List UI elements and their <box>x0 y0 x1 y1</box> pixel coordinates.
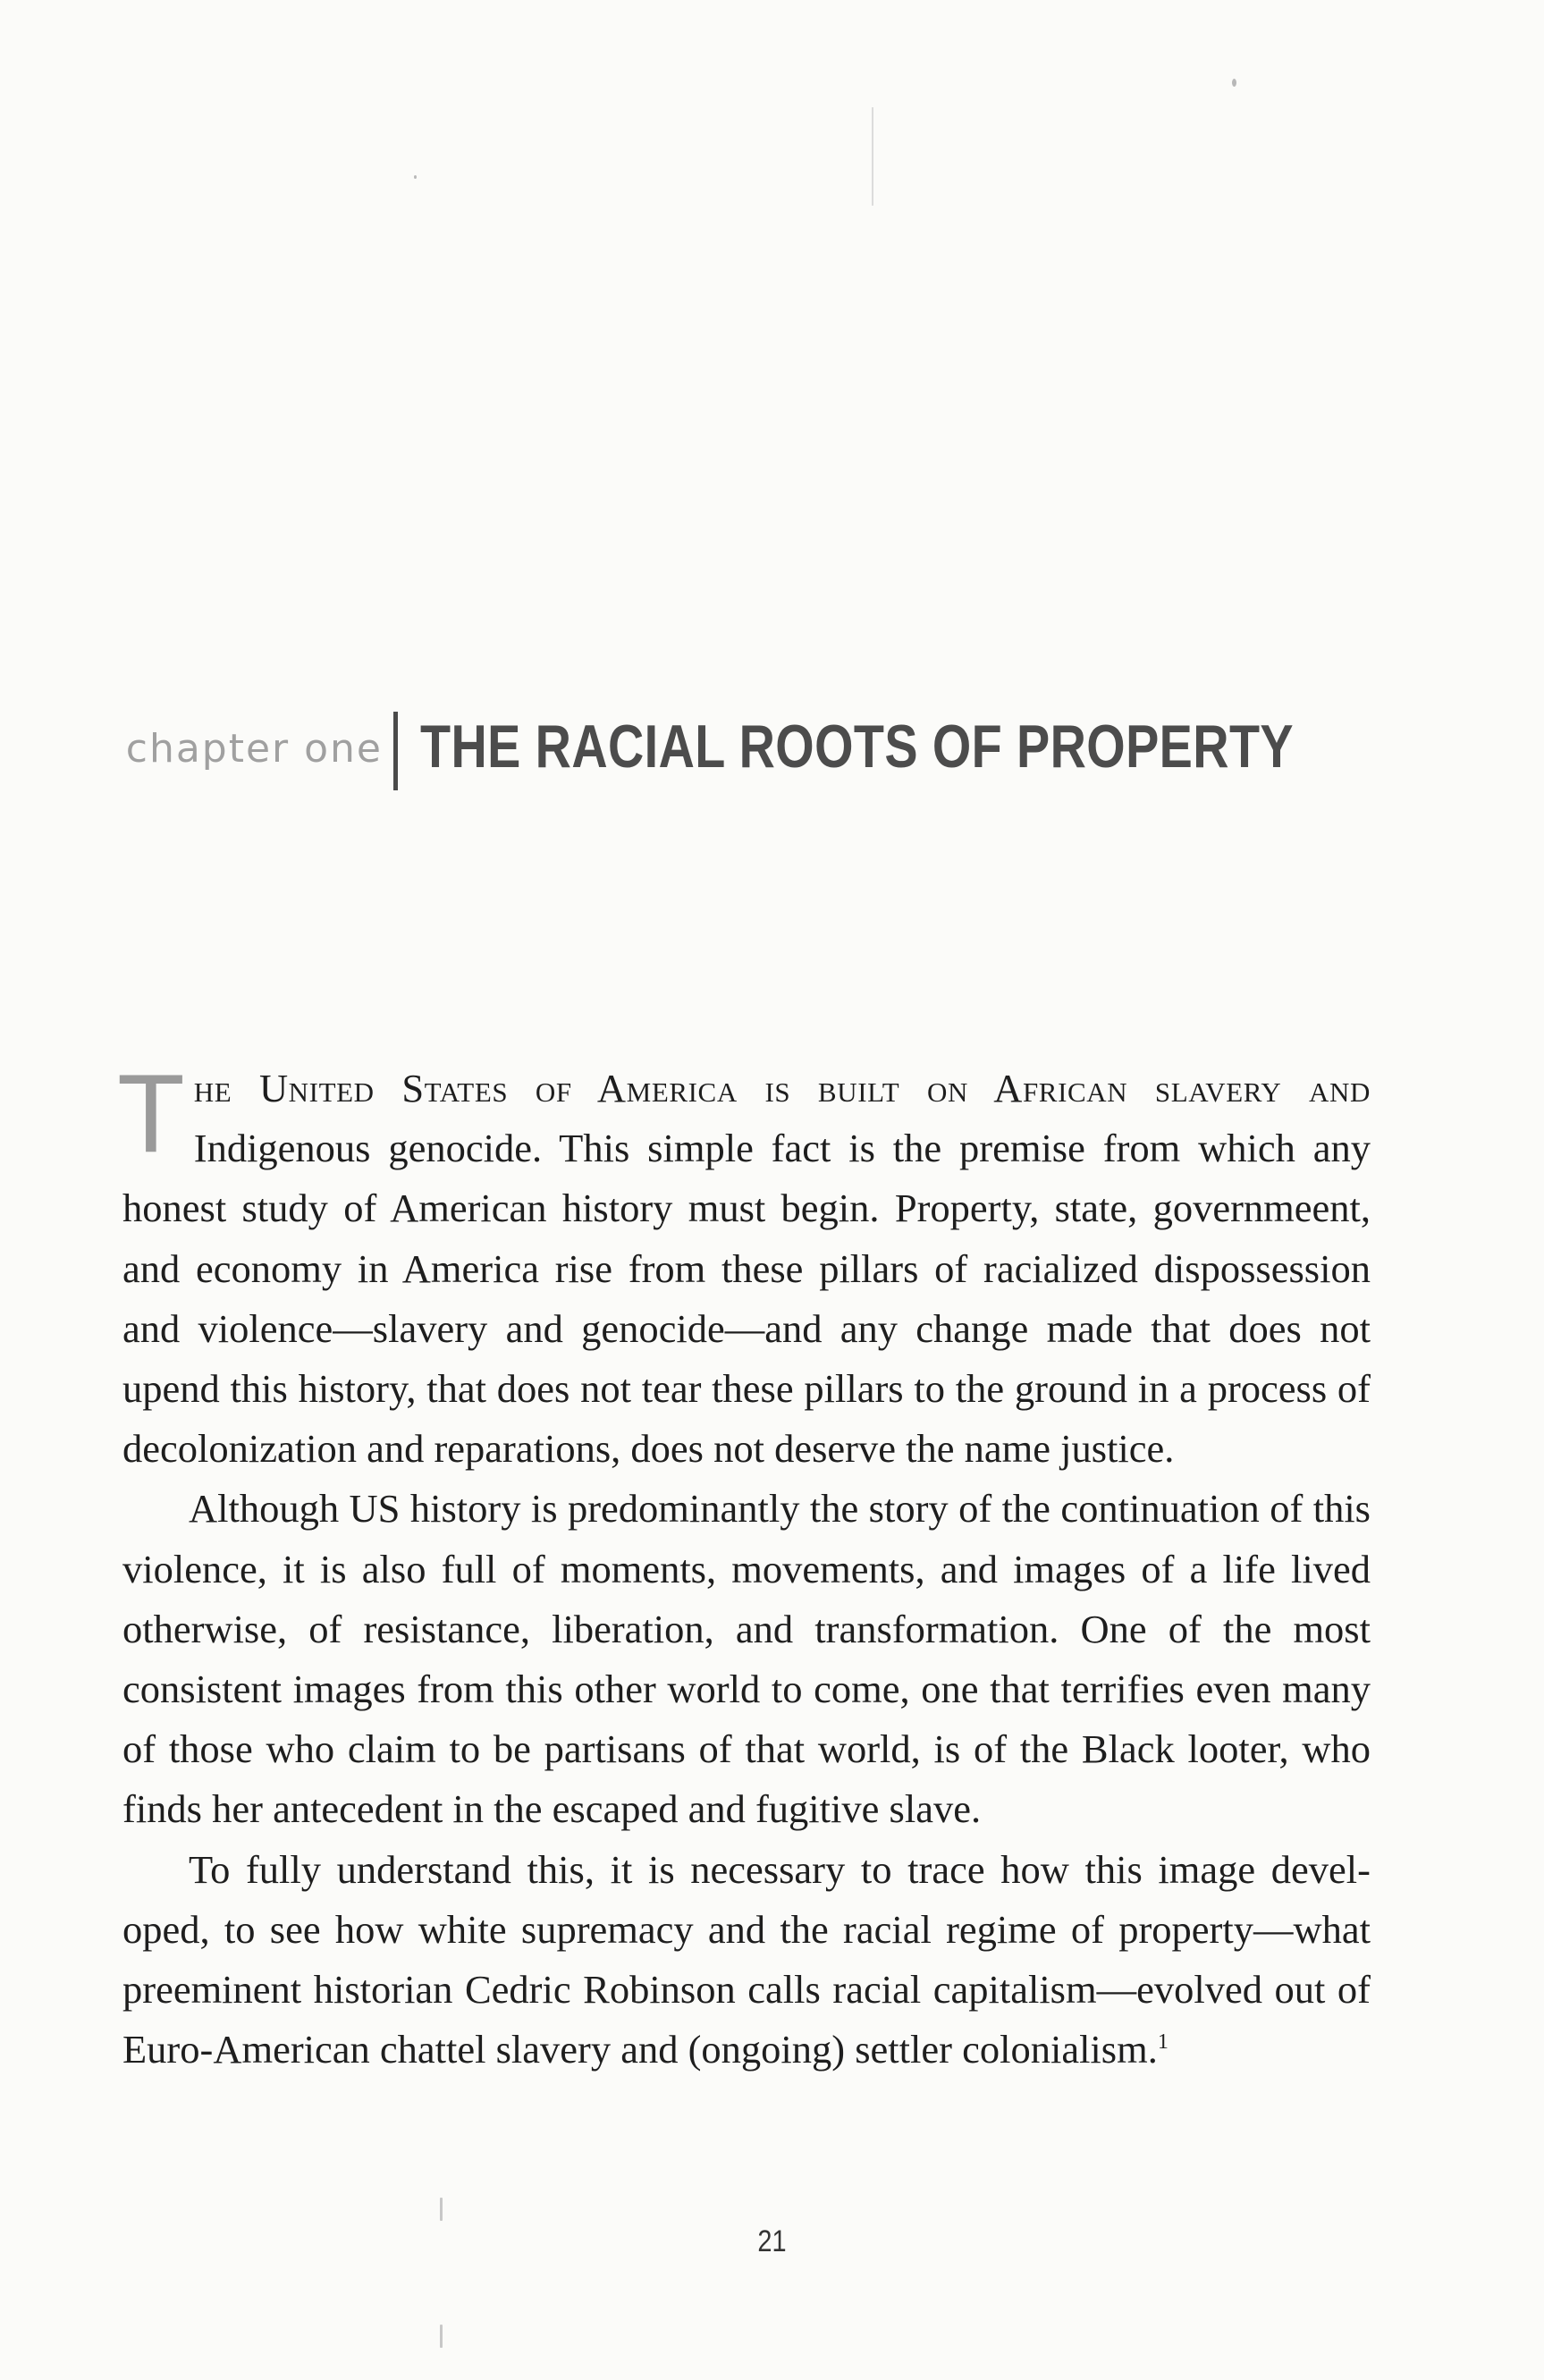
opening-smallcaps: he United States of America is built on African slavery and <box>193 1066 1371 1110</box>
paragraph-3 <box>122 1840 1371 2080</box>
paragraph-2: Although US history is predominantly the story of the continuation of this violence, it is also full of moments, movements, and images of a life lived otherwise, of resistance, liberation, and transformation. One of the most consistent images from this other world to come, one that terrifies even many of those who claim to be partisans of that world, is of the Black looter, who finds her antecedent in the escaped and fugitive slave. <box>122 1486 1371 1832</box>
chapter-header <box>0 706 1544 796</box>
paragraph-1-text: Indigenous genocide. This simple fact is the premise from which any honest study of American history must begin. Property, state, governmeent, and economy in America rise from these pillars of racialized dispossession and violence—slavery and genocide—and any change made that does not upend this history, that does not tear these pillars to the ground in a process of decolonization and reparations, does not deserve the name justice. <box>122 1126 1371 1472</box>
scan-line <box>872 107 873 206</box>
chapter-label: chapter one <box>125 726 383 772</box>
chapter-divider <box>393 712 398 790</box>
paragraph-3-text: To fully understand this, it is necessary to trace how this image developed, to see how white supremacy and the racial regime of property—what preeminent historian Cedric Robinson calls racial capitalism—evolved out of Euro-American chattel slavery and (ongoing) settler colonialism. <box>122 1846 1371 2072</box>
scan-speck <box>440 2198 443 2221</box>
drop-cap: T <box>117 1052 185 1176</box>
chapter-body <box>117 1052 1371 2080</box>
scan-speck <box>440 2325 443 2348</box>
page-number: 21 <box>757 2224 787 2258</box>
scan-speck <box>414 175 417 179</box>
paragraph-1 <box>117 1052 1371 1479</box>
scan-speck <box>1232 79 1236 87</box>
footnote-marker[interactable]: 1 <box>1157 2030 1169 2055</box>
chapter-title: THE RACIAL ROOTS OF PROPERTY <box>420 713 1295 781</box>
